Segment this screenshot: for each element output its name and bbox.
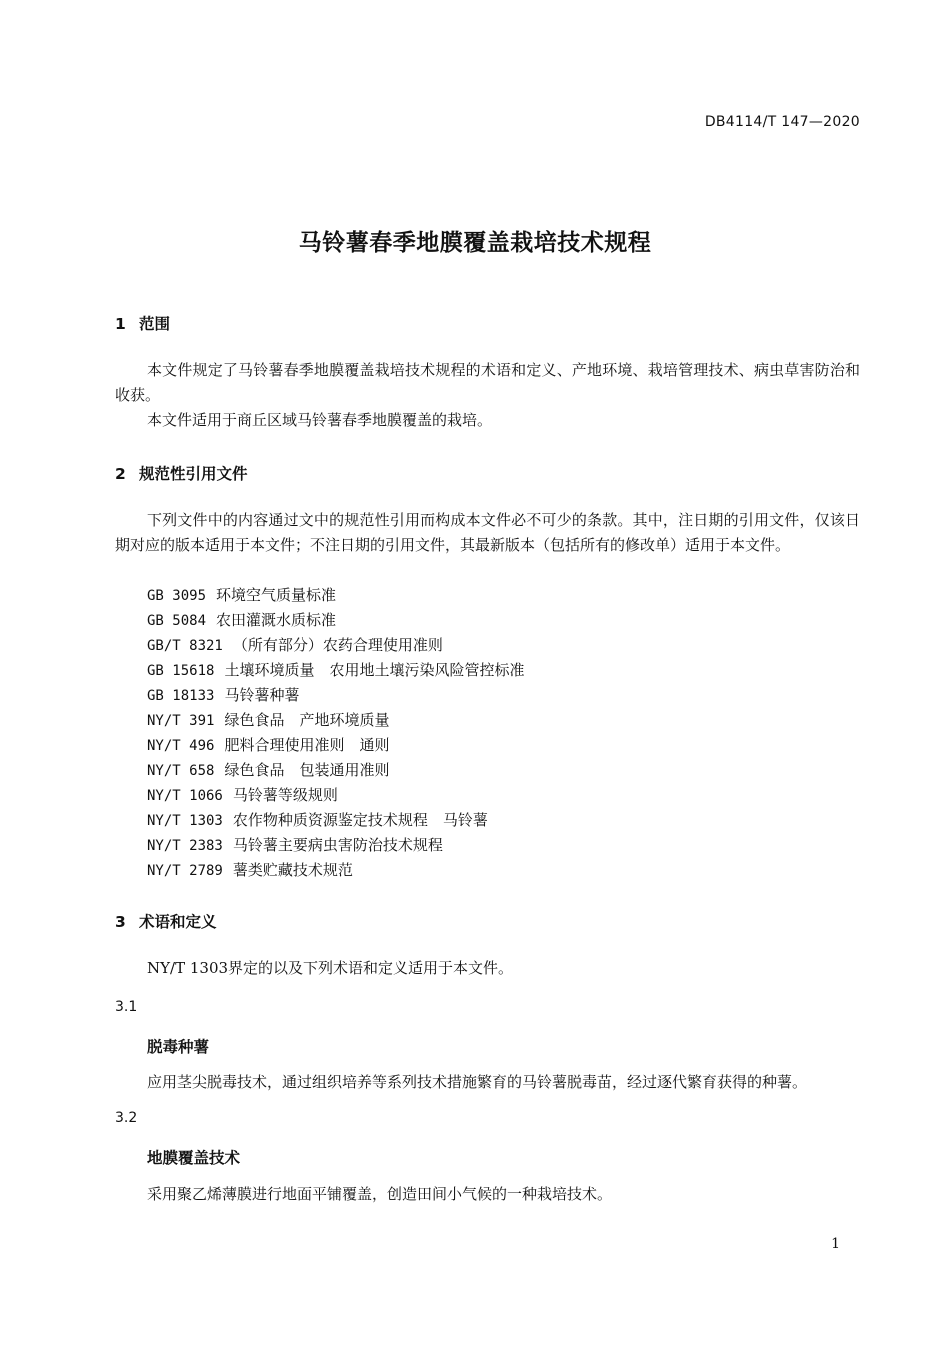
reference-code: NY/T 658 xyxy=(147,763,215,779)
reference-title: 马铃薯等级规则 xyxy=(232,786,338,804)
reference-item xyxy=(147,658,524,683)
reference-item xyxy=(147,783,524,808)
term-name: 脱毒种薯 xyxy=(147,1038,210,1056)
terms-intro: NY/T 1303界定的以及下列术语和定义适用于本文件。 xyxy=(147,959,514,977)
reference-code: NY/T 496 xyxy=(147,738,215,754)
reference-title: 绿色食品 包装通用准则 xyxy=(224,761,390,779)
reference-code: NY/T 2789 xyxy=(147,863,223,879)
section-heading-scope xyxy=(115,312,170,334)
reference-list xyxy=(147,583,524,883)
term-definition: 采用聚乙烯薄膜进行地面平铺覆盖，创造田间小气候的一种栽培技术。 xyxy=(147,1185,613,1203)
section-heading-terms xyxy=(115,910,217,932)
reference-code: NY/T 1303 xyxy=(147,813,223,829)
section-title: 规范性引用文件 xyxy=(139,465,248,483)
reference-code: GB 18133 xyxy=(147,688,215,704)
section-title: 范围 xyxy=(139,315,171,333)
term-definition: 应用茎尖脱毒技术，通过组织培养等系列技术措施繁育的马铃薯脱毒苗，经过逐代繁育获得的种薯。 xyxy=(147,1073,808,1091)
reference-code: NY/T 1066 xyxy=(147,788,223,804)
reference-item xyxy=(147,708,524,733)
reference-item xyxy=(147,733,524,758)
clause-number: 3.1 xyxy=(115,999,138,1015)
reference-item xyxy=(147,858,524,883)
reference-item xyxy=(147,808,524,833)
reference-item xyxy=(147,833,524,858)
reference-title: 马铃薯主要病虫害防治技术规程 xyxy=(232,836,443,854)
clause-number: 3.2 xyxy=(115,1110,138,1126)
normative-intro: 下列文件中的内容通过文中的规范性引用而构成本文件必不可少的条款。其中，注日期的引用文件，仅该日期对应的版本适用于本文件；不注日期的引用文件，其最新版本（包括所有的修改单）适用于本文件。 xyxy=(115,511,860,554)
reference-code: NY/T 2383 xyxy=(147,838,223,854)
reference-code: GB 5084 xyxy=(147,613,207,629)
section-number: 1 xyxy=(115,315,126,333)
scope-paragraph-1: 本文件规定了马铃薯春季地膜覆盖栽培技术规程的术语和定义、产地环境、栽培管理技术、病虫草害防治和收获。 xyxy=(115,361,860,404)
reference-item xyxy=(147,583,524,608)
reference-item xyxy=(147,758,524,783)
reference-title: 农田灌溉水质标准 xyxy=(216,611,337,629)
reference-title: 马铃薯种薯 xyxy=(224,686,300,704)
section-number: 3 xyxy=(115,913,126,931)
document-title: 马铃薯春季地膜覆盖栽培技术规程 xyxy=(298,230,652,256)
reference-title: 绿色食品 产地环境质量 xyxy=(224,711,390,729)
scope-paragraph-2: 本文件适用于商丘区域马铃薯春季地膜覆盖的栽培。 xyxy=(147,411,493,429)
reference-item xyxy=(147,608,524,633)
reference-code: NY/T 391 xyxy=(147,713,215,729)
reference-code: GB 15618 xyxy=(147,663,215,679)
document-code: DB4114/T 147—2020 xyxy=(704,114,860,130)
section-title: 术语和定义 xyxy=(139,913,217,931)
reference-title: 肥料合理使用准则 通则 xyxy=(224,736,390,754)
reference-item xyxy=(147,683,524,708)
reference-title: （所有部分）农药合理使用准则 xyxy=(232,636,443,654)
reference-title: 农作物种质资源鉴定技术规程 马铃薯 xyxy=(232,811,488,829)
reference-title: 环境空气质量标准 xyxy=(216,586,337,604)
reference-code: GB/T 8321 xyxy=(147,638,223,654)
section-number: 2 xyxy=(115,465,126,483)
term-name: 地膜覆盖技术 xyxy=(147,1149,241,1167)
page-number: 1 xyxy=(831,1236,840,1252)
reference-title: 土壤环境质量 农用地土壤污染风险管控标准 xyxy=(224,661,525,679)
reference-title: 薯类贮藏技术规范 xyxy=(232,861,353,879)
reference-item xyxy=(147,633,524,658)
section-heading-normative xyxy=(115,462,248,484)
reference-code: GB 3095 xyxy=(147,588,207,604)
